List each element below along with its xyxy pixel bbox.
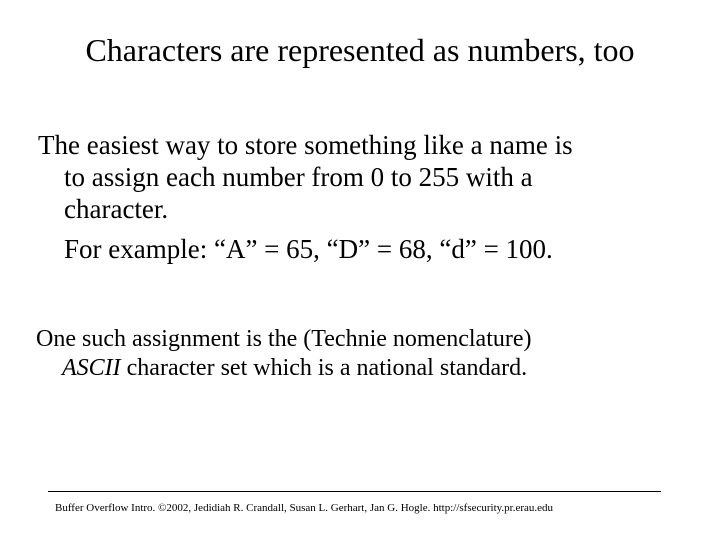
paragraph-line-rest: character set which is a national standard.: [120, 355, 528, 381]
paragraph-ascii: [36, 325, 696, 383]
footer-citation: Buffer Overflow Intro. ©2002, Jedidiah R. Crandall, Susan L. Gerhart, Jan G. Hogle. http://sfsecurity.pr.erau.edu: [55, 502, 554, 514]
paragraph-line: to assign each number from 0 to 255 with a: [64, 162, 533, 192]
paragraph-line: character.: [64, 194, 169, 224]
example-line: For example: “A” = 65, “D” = 68, “d” = 100.: [64, 234, 553, 264]
paragraph-line: [36, 354, 696, 383]
slide-title: Characters are represented as numbers, too: [85, 32, 635, 68]
paragraph-line: One such assignment is the (Technie nomenclature): [36, 326, 532, 352]
ascii-term: ASCII: [62, 355, 121, 381]
footer-divider: [48, 491, 661, 492]
paragraph-storage-explanation: [38, 129, 698, 265]
paragraph-line: The easiest way to store something like a name is: [38, 130, 573, 160]
